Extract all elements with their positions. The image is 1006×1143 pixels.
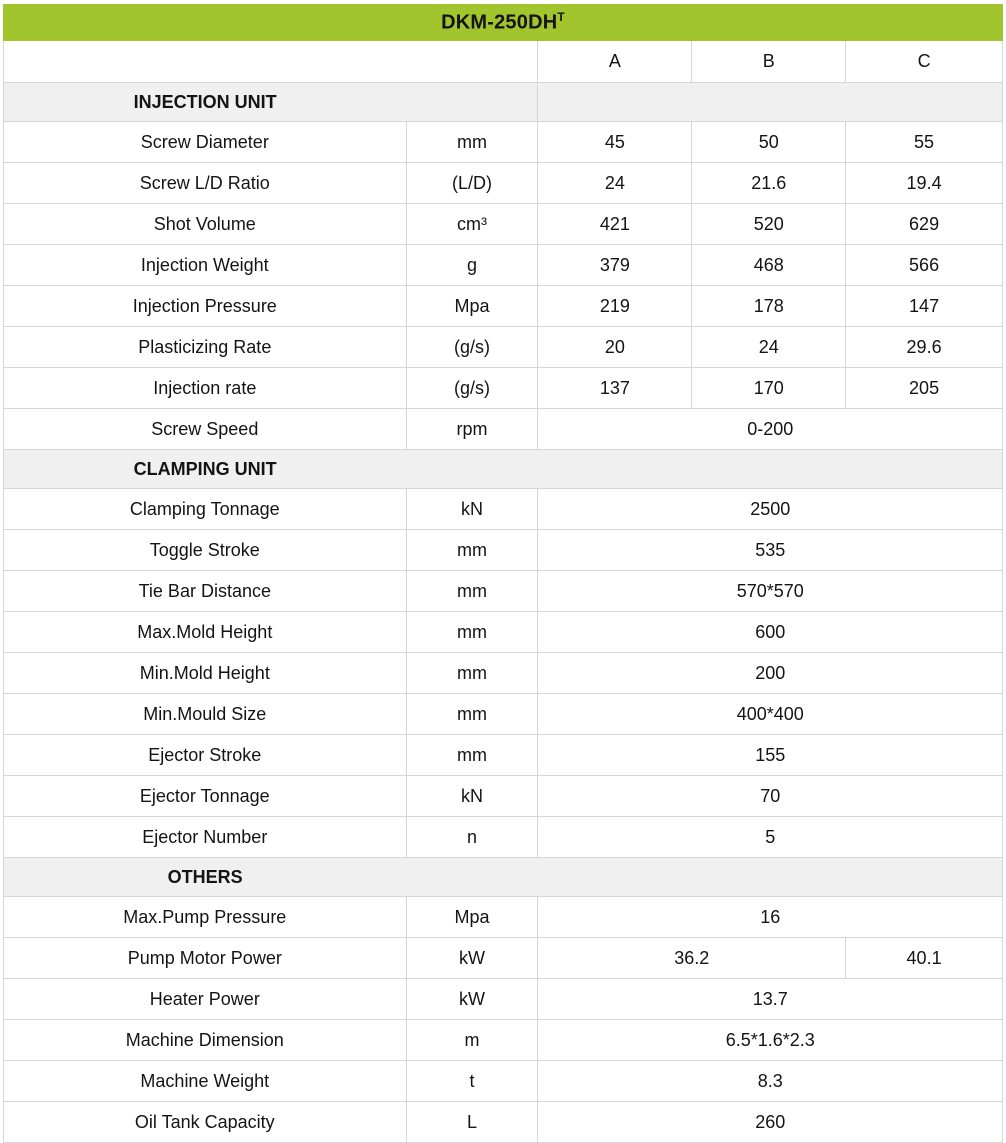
spec-unit: rpm bbox=[406, 409, 538, 450]
spec-row bbox=[4, 122, 1003, 163]
spec-label: Min.Mold Height bbox=[4, 653, 407, 694]
spec-unit: Mpa bbox=[406, 897, 538, 938]
spec-table-body bbox=[4, 83, 1003, 1143]
spec-label: Machine Weight bbox=[4, 1061, 407, 1102]
spec-value: 260 bbox=[538, 1102, 1003, 1143]
spec-unit: mm bbox=[406, 571, 538, 612]
column-header-blank bbox=[4, 41, 538, 83]
spec-label: Screw Diameter bbox=[4, 122, 407, 163]
spec-value: 570*570 bbox=[538, 571, 1003, 612]
model-name: DKM-250DH bbox=[441, 11, 558, 34]
spec-value: 535 bbox=[538, 530, 1003, 571]
spec-unit: (g/s) bbox=[406, 327, 538, 368]
spec-label: Shot Volume bbox=[4, 204, 407, 245]
spec-unit: mm bbox=[406, 653, 538, 694]
spec-label: Ejector Number bbox=[4, 817, 407, 858]
spec-value: 219 bbox=[538, 286, 692, 327]
spec-row bbox=[4, 489, 1003, 530]
spec-row bbox=[4, 979, 1003, 1020]
section-row bbox=[4, 450, 1003, 489]
spec-value: 24 bbox=[692, 327, 846, 368]
spec-value: 379 bbox=[538, 245, 692, 286]
spec-row bbox=[4, 204, 1003, 245]
column-header-c: C bbox=[846, 41, 1003, 83]
page-title bbox=[4, 5, 1003, 41]
spec-label: Clamping Tonnage bbox=[4, 489, 407, 530]
spec-unit: g bbox=[406, 245, 538, 286]
column-header-a: A bbox=[538, 41, 692, 83]
spec-label: Screw L/D Ratio bbox=[4, 163, 407, 204]
spec-row bbox=[4, 817, 1003, 858]
spec-unit: Mpa bbox=[406, 286, 538, 327]
spec-row bbox=[4, 1102, 1003, 1143]
spec-row bbox=[4, 327, 1003, 368]
title-superscript: T bbox=[557, 10, 565, 25]
spec-row bbox=[4, 163, 1003, 204]
spec-value: 205 bbox=[846, 368, 1003, 409]
spec-value: 24 bbox=[538, 163, 692, 204]
spec-row bbox=[4, 735, 1003, 776]
spec-unit: m bbox=[406, 1020, 538, 1061]
column-header-b: B bbox=[692, 41, 846, 83]
spec-value: 5 bbox=[538, 817, 1003, 858]
section-header-fill bbox=[538, 858, 1003, 897]
spec-label: Machine Dimension bbox=[4, 1020, 407, 1061]
spec-unit: mm bbox=[406, 735, 538, 776]
spec-value: 566 bbox=[846, 245, 1003, 286]
spec-value: 70 bbox=[538, 776, 1003, 817]
spec-row bbox=[4, 1020, 1003, 1061]
spec-label: Ejector Stroke bbox=[4, 735, 407, 776]
spec-unit: kW bbox=[406, 938, 538, 979]
spec-row bbox=[4, 571, 1003, 612]
spec-unit: mm bbox=[406, 122, 538, 163]
spec-value: 6.5*1.6*2.3 bbox=[538, 1020, 1003, 1061]
title-bar bbox=[4, 5, 1003, 41]
section-header-cell bbox=[4, 83, 538, 122]
spec-value: 50 bbox=[692, 122, 846, 163]
spec-value: 20 bbox=[538, 327, 692, 368]
section-header-fill bbox=[538, 83, 1003, 122]
spec-unit: mm bbox=[406, 612, 538, 653]
section-header-cell bbox=[4, 450, 538, 489]
spec-label: Pump Motor Power bbox=[4, 938, 407, 979]
section-header-label: OTHERS bbox=[167, 866, 243, 887]
spec-label: Min.Mould Size bbox=[4, 694, 407, 735]
spec-value: 36.2 bbox=[538, 938, 846, 979]
spec-value: 421 bbox=[538, 204, 692, 245]
spec-label: Injection Pressure bbox=[4, 286, 407, 327]
spec-unit: (L/D) bbox=[406, 163, 538, 204]
spec-unit: mm bbox=[406, 530, 538, 571]
spec-value: 16 bbox=[538, 897, 1003, 938]
spec-unit: kN bbox=[406, 489, 538, 530]
spec-row bbox=[4, 368, 1003, 409]
spec-row bbox=[4, 694, 1003, 735]
spec-label: Injection Weight bbox=[4, 245, 407, 286]
spec-row bbox=[4, 245, 1003, 286]
spec-row bbox=[4, 1061, 1003, 1102]
section-header-fill bbox=[538, 450, 1003, 489]
spec-table bbox=[3, 4, 1003, 1143]
spec-value: 178 bbox=[692, 286, 846, 327]
spec-value: 21.6 bbox=[692, 163, 846, 204]
spec-row bbox=[4, 409, 1003, 450]
section-row bbox=[4, 83, 1003, 122]
spec-unit: cm³ bbox=[406, 204, 538, 245]
spec-value: 19.4 bbox=[846, 163, 1003, 204]
spec-value: 155 bbox=[538, 735, 1003, 776]
spec-unit: t bbox=[406, 1061, 538, 1102]
spec-row bbox=[4, 530, 1003, 571]
spec-value: 45 bbox=[538, 122, 692, 163]
spec-value: 0-200 bbox=[538, 409, 1003, 450]
spec-row bbox=[4, 653, 1003, 694]
spec-unit: (g/s) bbox=[406, 368, 538, 409]
spec-row bbox=[4, 612, 1003, 653]
spec-unit: kW bbox=[406, 979, 538, 1020]
spec-label: Oil Tank Capacity bbox=[4, 1102, 407, 1143]
spec-label: Plasticizing Rate bbox=[4, 327, 407, 368]
spec-value: 200 bbox=[538, 653, 1003, 694]
spec-unit: n bbox=[406, 817, 538, 858]
spec-value: 13.7 bbox=[538, 979, 1003, 1020]
section-header-label: CLAMPING UNIT bbox=[133, 458, 277, 479]
spec-label: Injection rate bbox=[4, 368, 407, 409]
spec-row bbox=[4, 286, 1003, 327]
spec-label: Screw Speed bbox=[4, 409, 407, 450]
spec-row bbox=[4, 938, 1003, 979]
spec-value: 2500 bbox=[538, 489, 1003, 530]
spec-value: 55 bbox=[846, 122, 1003, 163]
spec-value: 520 bbox=[692, 204, 846, 245]
spec-label: Max.Mold Height bbox=[4, 612, 407, 653]
section-row bbox=[4, 858, 1003, 897]
spec-unit: L bbox=[406, 1102, 538, 1143]
spec-row bbox=[4, 897, 1003, 938]
spec-value: 170 bbox=[692, 368, 846, 409]
spec-value: 629 bbox=[846, 204, 1003, 245]
spec-value: 147 bbox=[846, 286, 1003, 327]
spec-value: 400*400 bbox=[538, 694, 1003, 735]
spec-row bbox=[4, 776, 1003, 817]
spec-value: 468 bbox=[692, 245, 846, 286]
spec-label: Ejector Tonnage bbox=[4, 776, 407, 817]
spec-label: Heater Power bbox=[4, 979, 407, 1020]
spec-value: 600 bbox=[538, 612, 1003, 653]
section-header-label: INJECTION UNIT bbox=[133, 91, 277, 112]
spec-value: 8.3 bbox=[538, 1061, 1003, 1102]
spec-unit: kN bbox=[406, 776, 538, 817]
spec-label: Max.Pump Pressure bbox=[4, 897, 407, 938]
section-header-cell bbox=[4, 858, 538, 897]
spec-unit: mm bbox=[406, 694, 538, 735]
spec-label: Toggle Stroke bbox=[4, 530, 407, 571]
spec-value: 40.1 bbox=[846, 938, 1003, 979]
spec-value: 137 bbox=[538, 368, 692, 409]
column-header-row bbox=[4, 41, 1003, 83]
spec-label: Tie Bar Distance bbox=[4, 571, 407, 612]
spec-value: 29.6 bbox=[846, 327, 1003, 368]
